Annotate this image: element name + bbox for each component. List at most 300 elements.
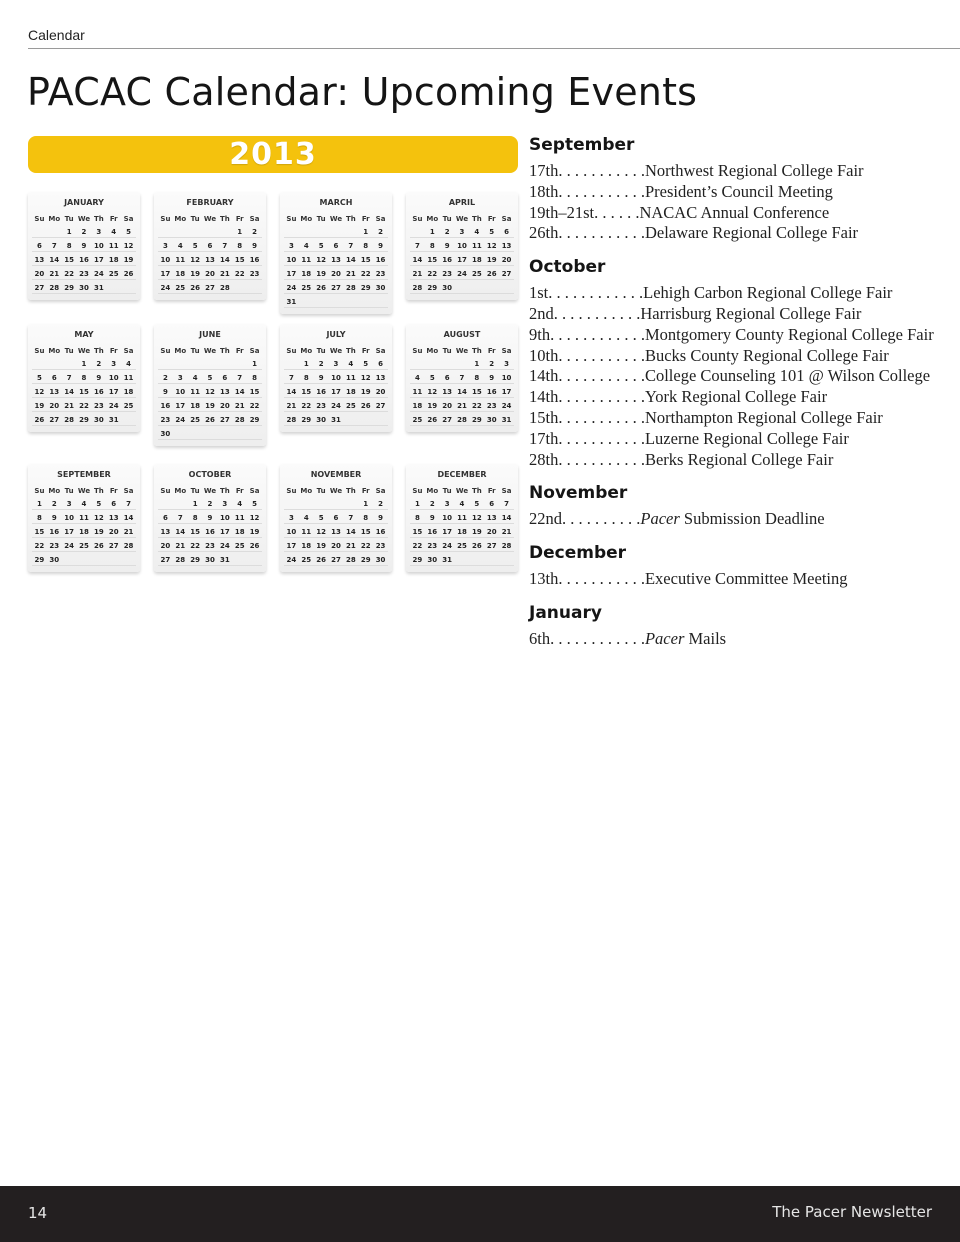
day-cell: 28 (62, 416, 77, 426)
day-cell: 10 (329, 374, 344, 384)
dot-leader: . . . . . . . . . . . (558, 181, 645, 201)
day-cell: 31 (106, 416, 121, 426)
day-cell: 12 (91, 514, 106, 524)
day-cell: 3 (440, 500, 455, 510)
weekday-label: Th (219, 215, 230, 223)
day-cell: 23 (373, 270, 388, 280)
day-cell: 2 (77, 228, 92, 238)
weekday-label: Su (412, 215, 423, 223)
weekday-label: Mo (48, 347, 61, 355)
month-name: MAY (74, 330, 94, 339)
event-date: 19th–21st (529, 202, 595, 222)
day-cell: 14 (499, 514, 514, 524)
day-cell: 25 (106, 270, 121, 280)
day-cell: 3 (173, 374, 188, 384)
weekday-label: Th (93, 487, 104, 495)
day-cell: 2 (373, 500, 388, 510)
dot-leader: . . . . . . . . . . . . (550, 628, 645, 648)
day-blank (173, 430, 188, 440)
page-footer (0, 1186, 960, 1242)
weekday-label: Tu (64, 215, 74, 223)
weekday-label: Mo (300, 347, 313, 355)
month-day-grid (410, 487, 514, 566)
weekday-label: Fr (109, 215, 118, 223)
day-cell: 22 (469, 402, 484, 412)
day-cell: 8 (425, 242, 440, 252)
day-cell: 16 (91, 388, 106, 398)
day-cell: 19 (484, 256, 499, 266)
weekday-label: Th (219, 487, 230, 495)
event-list (529, 509, 949, 530)
day-cell: 19 (469, 528, 484, 538)
day-cell: 3 (91, 228, 106, 238)
day-cell: 22 (77, 402, 92, 412)
day-blank (188, 360, 203, 370)
day-cell: 18 (410, 402, 425, 412)
day-cell: 7 (47, 242, 62, 252)
month-october (154, 464, 266, 572)
day-cell: 2 (314, 360, 329, 370)
day-cell: 4 (106, 228, 121, 238)
day-cell: 5 (314, 242, 329, 252)
day-blank (173, 360, 188, 370)
day-cell: 13 (32, 256, 47, 266)
day-cell: 20 (440, 402, 455, 412)
day-cell: 12 (314, 256, 329, 266)
weekday-label: Tu (442, 347, 452, 355)
day-blank (455, 556, 470, 566)
section-label: Calendar (28, 27, 85, 43)
day-cell: 23 (373, 542, 388, 552)
day-cell: 9 (77, 242, 92, 252)
event-item (529, 387, 949, 408)
event-date: 14th (529, 387, 559, 407)
day-blank (299, 228, 314, 238)
day-cell: 17 (455, 256, 470, 266)
day-cell: 9 (314, 374, 329, 384)
day-cell: 15 (77, 388, 92, 398)
calendar-2013-image (28, 136, 518, 594)
month-day-grid (410, 215, 514, 294)
weekday-label: Th (345, 347, 356, 355)
month-day-grid (410, 347, 514, 426)
event-list (529, 569, 949, 590)
day-cell: 26 (247, 542, 262, 552)
weekday-label: Su (34, 347, 45, 355)
day-cell: 23 (77, 270, 92, 280)
day-cell: 4 (173, 242, 188, 252)
day-cell: 29 (425, 284, 440, 294)
day-blank (440, 360, 455, 370)
event-description: Montgomery County Regional College Fair (644, 324, 934, 344)
day-cell: 12 (358, 374, 373, 384)
day-cell: 9 (425, 514, 440, 524)
day-cell: 3 (455, 228, 470, 238)
day-cell: 13 (217, 388, 232, 398)
day-cell: 5 (203, 374, 218, 384)
day-cell: 1 (32, 500, 47, 510)
day-blank (173, 228, 188, 238)
event-date: 1st (529, 283, 549, 303)
month-day-grid (32, 215, 136, 294)
event-description: NACAC Annual Conference (639, 202, 830, 222)
weekday-label: Mo (174, 347, 187, 355)
event-item (529, 366, 949, 387)
day-cell: 19 (247, 528, 262, 538)
day-blank (314, 500, 329, 510)
day-cell: 10 (173, 388, 188, 398)
day-cell: 26 (121, 270, 136, 280)
event-month-heading: December (529, 543, 627, 564)
day-cell: 8 (247, 374, 262, 384)
day-cell: 8 (469, 374, 484, 384)
day-cell: 15 (32, 528, 47, 538)
day-cell: 12 (188, 256, 203, 266)
dot-leader: . . . . . . . . . . . (558, 569, 645, 589)
day-blank (77, 556, 92, 566)
day-cell: 31 (91, 284, 106, 294)
event-description (645, 629, 726, 650)
day-cell: 2 (440, 228, 455, 238)
event-date: 17th (529, 161, 559, 180)
month-name: OCTOBER (188, 470, 232, 479)
day-cell: 11 (299, 256, 314, 266)
day-cell: 9 (158, 388, 173, 398)
day-blank (62, 360, 77, 370)
day-blank (121, 556, 136, 566)
day-cell: 11 (188, 388, 203, 398)
weekday-label: Sa (501, 347, 512, 355)
day-cell: 27 (47, 416, 62, 426)
day-cell: 19 (188, 270, 203, 280)
month-name: MARCH (319, 198, 353, 207)
day-cell: 17 (62, 528, 77, 538)
day-cell: 17 (173, 402, 188, 412)
day-cell: 2 (484, 360, 499, 370)
day-cell: 6 (106, 500, 121, 510)
weekday-label: Sa (501, 487, 512, 495)
weekday-label: Mo (48, 487, 61, 495)
day-cell: 15 (358, 528, 373, 538)
day-cell: 13 (499, 242, 514, 252)
day-cell: 10 (217, 514, 232, 524)
day-cell: 13 (106, 514, 121, 524)
day-cell: 24 (158, 284, 173, 294)
day-blank (314, 298, 329, 308)
day-cell: 9 (247, 242, 262, 252)
day-cell: 4 (299, 514, 314, 524)
day-cell: 6 (32, 242, 47, 252)
event-description (640, 509, 824, 530)
event-description: College Counseling 101 @ Wilson College (644, 366, 931, 386)
day-cell: 20 (499, 256, 514, 266)
weekday-label: Mo (300, 487, 313, 495)
day-cell: 27 (203, 284, 218, 294)
day-blank (106, 284, 121, 294)
day-blank (358, 416, 373, 426)
day-blank (232, 430, 247, 440)
day-cell: 24 (62, 542, 77, 552)
day-cell: 17 (158, 270, 173, 280)
event-date: 9th (529, 324, 551, 344)
day-cell: 1 (247, 360, 262, 370)
day-cell: 20 (373, 388, 388, 398)
day-cell: 2 (425, 500, 440, 510)
event-date: 2nd (529, 303, 554, 323)
day-cell: 10 (158, 256, 173, 266)
day-cell: 1 (62, 228, 77, 238)
day-cell: 30 (425, 556, 440, 566)
day-cell: 11 (469, 242, 484, 252)
day-cell: 7 (455, 374, 470, 384)
day-cell: 8 (77, 374, 92, 384)
day-cell: 10 (440, 514, 455, 524)
event-item (529, 629, 949, 650)
day-cell: 25 (469, 270, 484, 280)
day-blank (329, 298, 344, 308)
day-cell: 20 (484, 528, 499, 538)
day-cell: 26 (188, 284, 203, 294)
day-cell: 29 (358, 556, 373, 566)
weekday-label: Tu (316, 215, 326, 223)
weekday-label: Mo (426, 215, 439, 223)
day-cell: 4 (121, 360, 136, 370)
event-item (529, 182, 949, 203)
weekday-label: Tu (316, 487, 326, 495)
weekday-label: We (203, 347, 217, 355)
day-cell: 26 (425, 416, 440, 426)
day-cell: 23 (91, 402, 106, 412)
weekday-label: Mo (174, 215, 187, 223)
day-blank (121, 416, 136, 426)
day-blank (284, 500, 299, 510)
event-description: Executive Committee Meeting (644, 569, 848, 589)
day-cell: 5 (425, 374, 440, 384)
event-month-heading: November (529, 483, 628, 504)
day-cell: 7 (410, 242, 425, 252)
day-cell: 2 (247, 228, 262, 238)
weekday-label: Th (471, 215, 482, 223)
day-cell: 6 (217, 374, 232, 384)
day-cell: 9 (373, 242, 388, 252)
day-cell: 14 (47, 256, 62, 266)
month-name: AUGUST (443, 330, 481, 339)
day-cell: 27 (329, 284, 344, 294)
month-day-grid (284, 347, 388, 426)
day-cell: 25 (299, 556, 314, 566)
day-blank (299, 500, 314, 510)
day-cell: 14 (62, 388, 77, 398)
day-cell: 28 (284, 416, 299, 426)
day-cell: 30 (373, 284, 388, 294)
day-cell: 17 (284, 542, 299, 552)
day-cell: 30 (77, 284, 92, 294)
day-cell: 26 (358, 402, 373, 412)
day-cell: 28 (455, 416, 470, 426)
event-date: 17th (529, 428, 559, 448)
day-cell: 25 (410, 416, 425, 426)
day-cell: 9 (373, 514, 388, 524)
day-cell: 9 (203, 514, 218, 524)
day-cell: 27 (32, 284, 47, 294)
month-name: FEBRUARY (186, 198, 234, 207)
day-cell: 3 (217, 500, 232, 510)
day-cell: 24 (440, 542, 455, 552)
dot-leader: . . . . . . . . . . . (558, 345, 645, 365)
day-cell: 11 (173, 256, 188, 266)
day-cell: 30 (158, 430, 173, 440)
day-cell: 15 (299, 388, 314, 398)
event-item (529, 450, 949, 471)
day-cell: 12 (247, 514, 262, 524)
day-cell: 6 (499, 228, 514, 238)
day-cell: 14 (284, 388, 299, 398)
day-cell: 5 (484, 228, 499, 238)
day-cell: 6 (373, 360, 388, 370)
day-cell: 23 (247, 270, 262, 280)
day-cell: 10 (91, 242, 106, 252)
weekday-label: Tu (442, 487, 452, 495)
day-blank (32, 360, 47, 370)
day-cell: 18 (77, 528, 92, 538)
dot-leader: . . . . . . . . . . . (558, 223, 645, 243)
day-cell: 4 (469, 228, 484, 238)
day-cell: 14 (410, 256, 425, 266)
day-blank (188, 430, 203, 440)
day-cell: 6 (440, 374, 455, 384)
day-cell: 22 (232, 270, 247, 280)
day-cell: 20 (158, 542, 173, 552)
day-cell: 6 (329, 514, 344, 524)
weekday-label: Th (93, 215, 104, 223)
day-cell: 30 (440, 284, 455, 294)
day-cell: 4 (410, 374, 425, 384)
weekday-label: Sa (375, 487, 386, 495)
day-cell: 28 (343, 284, 358, 294)
day-cell: 18 (121, 388, 136, 398)
page-title: PACAC Calendar: Upcoming Events (27, 70, 698, 114)
day-blank (410, 228, 425, 238)
weekday-label: We (77, 347, 91, 355)
month-day-grid (158, 347, 262, 440)
day-cell: 17 (217, 528, 232, 538)
day-cell: 5 (91, 500, 106, 510)
month-name: JANUARY (64, 198, 104, 207)
month-day-grid (284, 215, 388, 308)
day-cell: 20 (203, 270, 218, 280)
dot-leader: . . . . . . . . . . . (558, 449, 645, 469)
day-cell: 30 (484, 416, 499, 426)
header-rule (28, 48, 960, 49)
day-cell: 13 (440, 388, 455, 398)
day-cell: 18 (173, 270, 188, 280)
month-february (154, 192, 266, 300)
event-month-heading: January (529, 602, 602, 623)
day-cell: 7 (499, 500, 514, 510)
day-cell: 18 (188, 402, 203, 412)
day-cell: 26 (484, 270, 499, 280)
publication-name: The Pacer Newsletter (772, 1203, 932, 1221)
day-cell: 6 (158, 514, 173, 524)
day-cell: 26 (469, 542, 484, 552)
day-cell: 24 (499, 402, 514, 412)
weekday-label: We (455, 215, 469, 223)
event-list (529, 161, 949, 244)
day-cell: 25 (232, 542, 247, 552)
event-description: Bucks County Regional College Fair (644, 345, 889, 365)
day-cell: 25 (343, 402, 358, 412)
month-january (28, 192, 140, 300)
event-description: York Regional College Fair (644, 387, 828, 407)
day-cell: 21 (47, 270, 62, 280)
day-cell: 12 (484, 242, 499, 252)
day-cell: 31 (440, 556, 455, 566)
page-number: 14 (28, 1204, 48, 1222)
day-blank (343, 298, 358, 308)
day-cell: 20 (47, 402, 62, 412)
day-blank (203, 360, 218, 370)
day-blank (203, 228, 218, 238)
day-blank (121, 284, 136, 294)
day-cell: 11 (77, 514, 92, 524)
day-cell: 13 (47, 388, 62, 398)
day-blank (247, 556, 262, 566)
day-cell: 28 (232, 416, 247, 426)
day-cell: 28 (410, 284, 425, 294)
weekday-label: Th (471, 347, 482, 355)
weekday-label: Th (345, 215, 356, 223)
event-item (529, 304, 949, 325)
day-cell: 2 (47, 500, 62, 510)
weekday-label: Tu (190, 487, 200, 495)
day-cell: 15 (247, 388, 262, 398)
event-date: 15th (529, 407, 559, 427)
event-date: 13th (529, 569, 559, 589)
day-cell: 5 (358, 360, 373, 370)
weekday-label: Fr (235, 347, 244, 355)
day-cell: 24 (329, 402, 344, 412)
event-item (529, 569, 949, 590)
day-blank (499, 556, 514, 566)
month-name: NOVEMBER (310, 470, 362, 479)
day-cell: 25 (173, 284, 188, 294)
day-cell: 25 (121, 402, 136, 412)
day-blank (158, 500, 173, 510)
day-cell: 11 (106, 242, 121, 252)
event-date: 26th (529, 223, 559, 243)
day-cell: 19 (32, 402, 47, 412)
weekday-label: We (203, 215, 217, 223)
weekday-label: Sa (501, 215, 512, 223)
day-cell: 28 (343, 556, 358, 566)
day-cell: 21 (232, 402, 247, 412)
day-cell: 15 (188, 528, 203, 538)
month-december (406, 464, 518, 572)
day-cell: 10 (284, 528, 299, 538)
dot-leader: . . . . . . . . . . . (558, 407, 645, 427)
weekday-label: Sa (375, 215, 386, 223)
day-cell: 16 (373, 528, 388, 538)
day-cell: 4 (455, 500, 470, 510)
weekday-label: Tu (64, 487, 74, 495)
day-cell: 16 (77, 256, 92, 266)
day-blank (284, 360, 299, 370)
day-cell: 21 (343, 270, 358, 280)
event-description: Berks Regional College Fair (644, 449, 834, 469)
day-cell: 9 (47, 514, 62, 524)
day-cell: 23 (484, 402, 499, 412)
day-blank (106, 556, 121, 566)
